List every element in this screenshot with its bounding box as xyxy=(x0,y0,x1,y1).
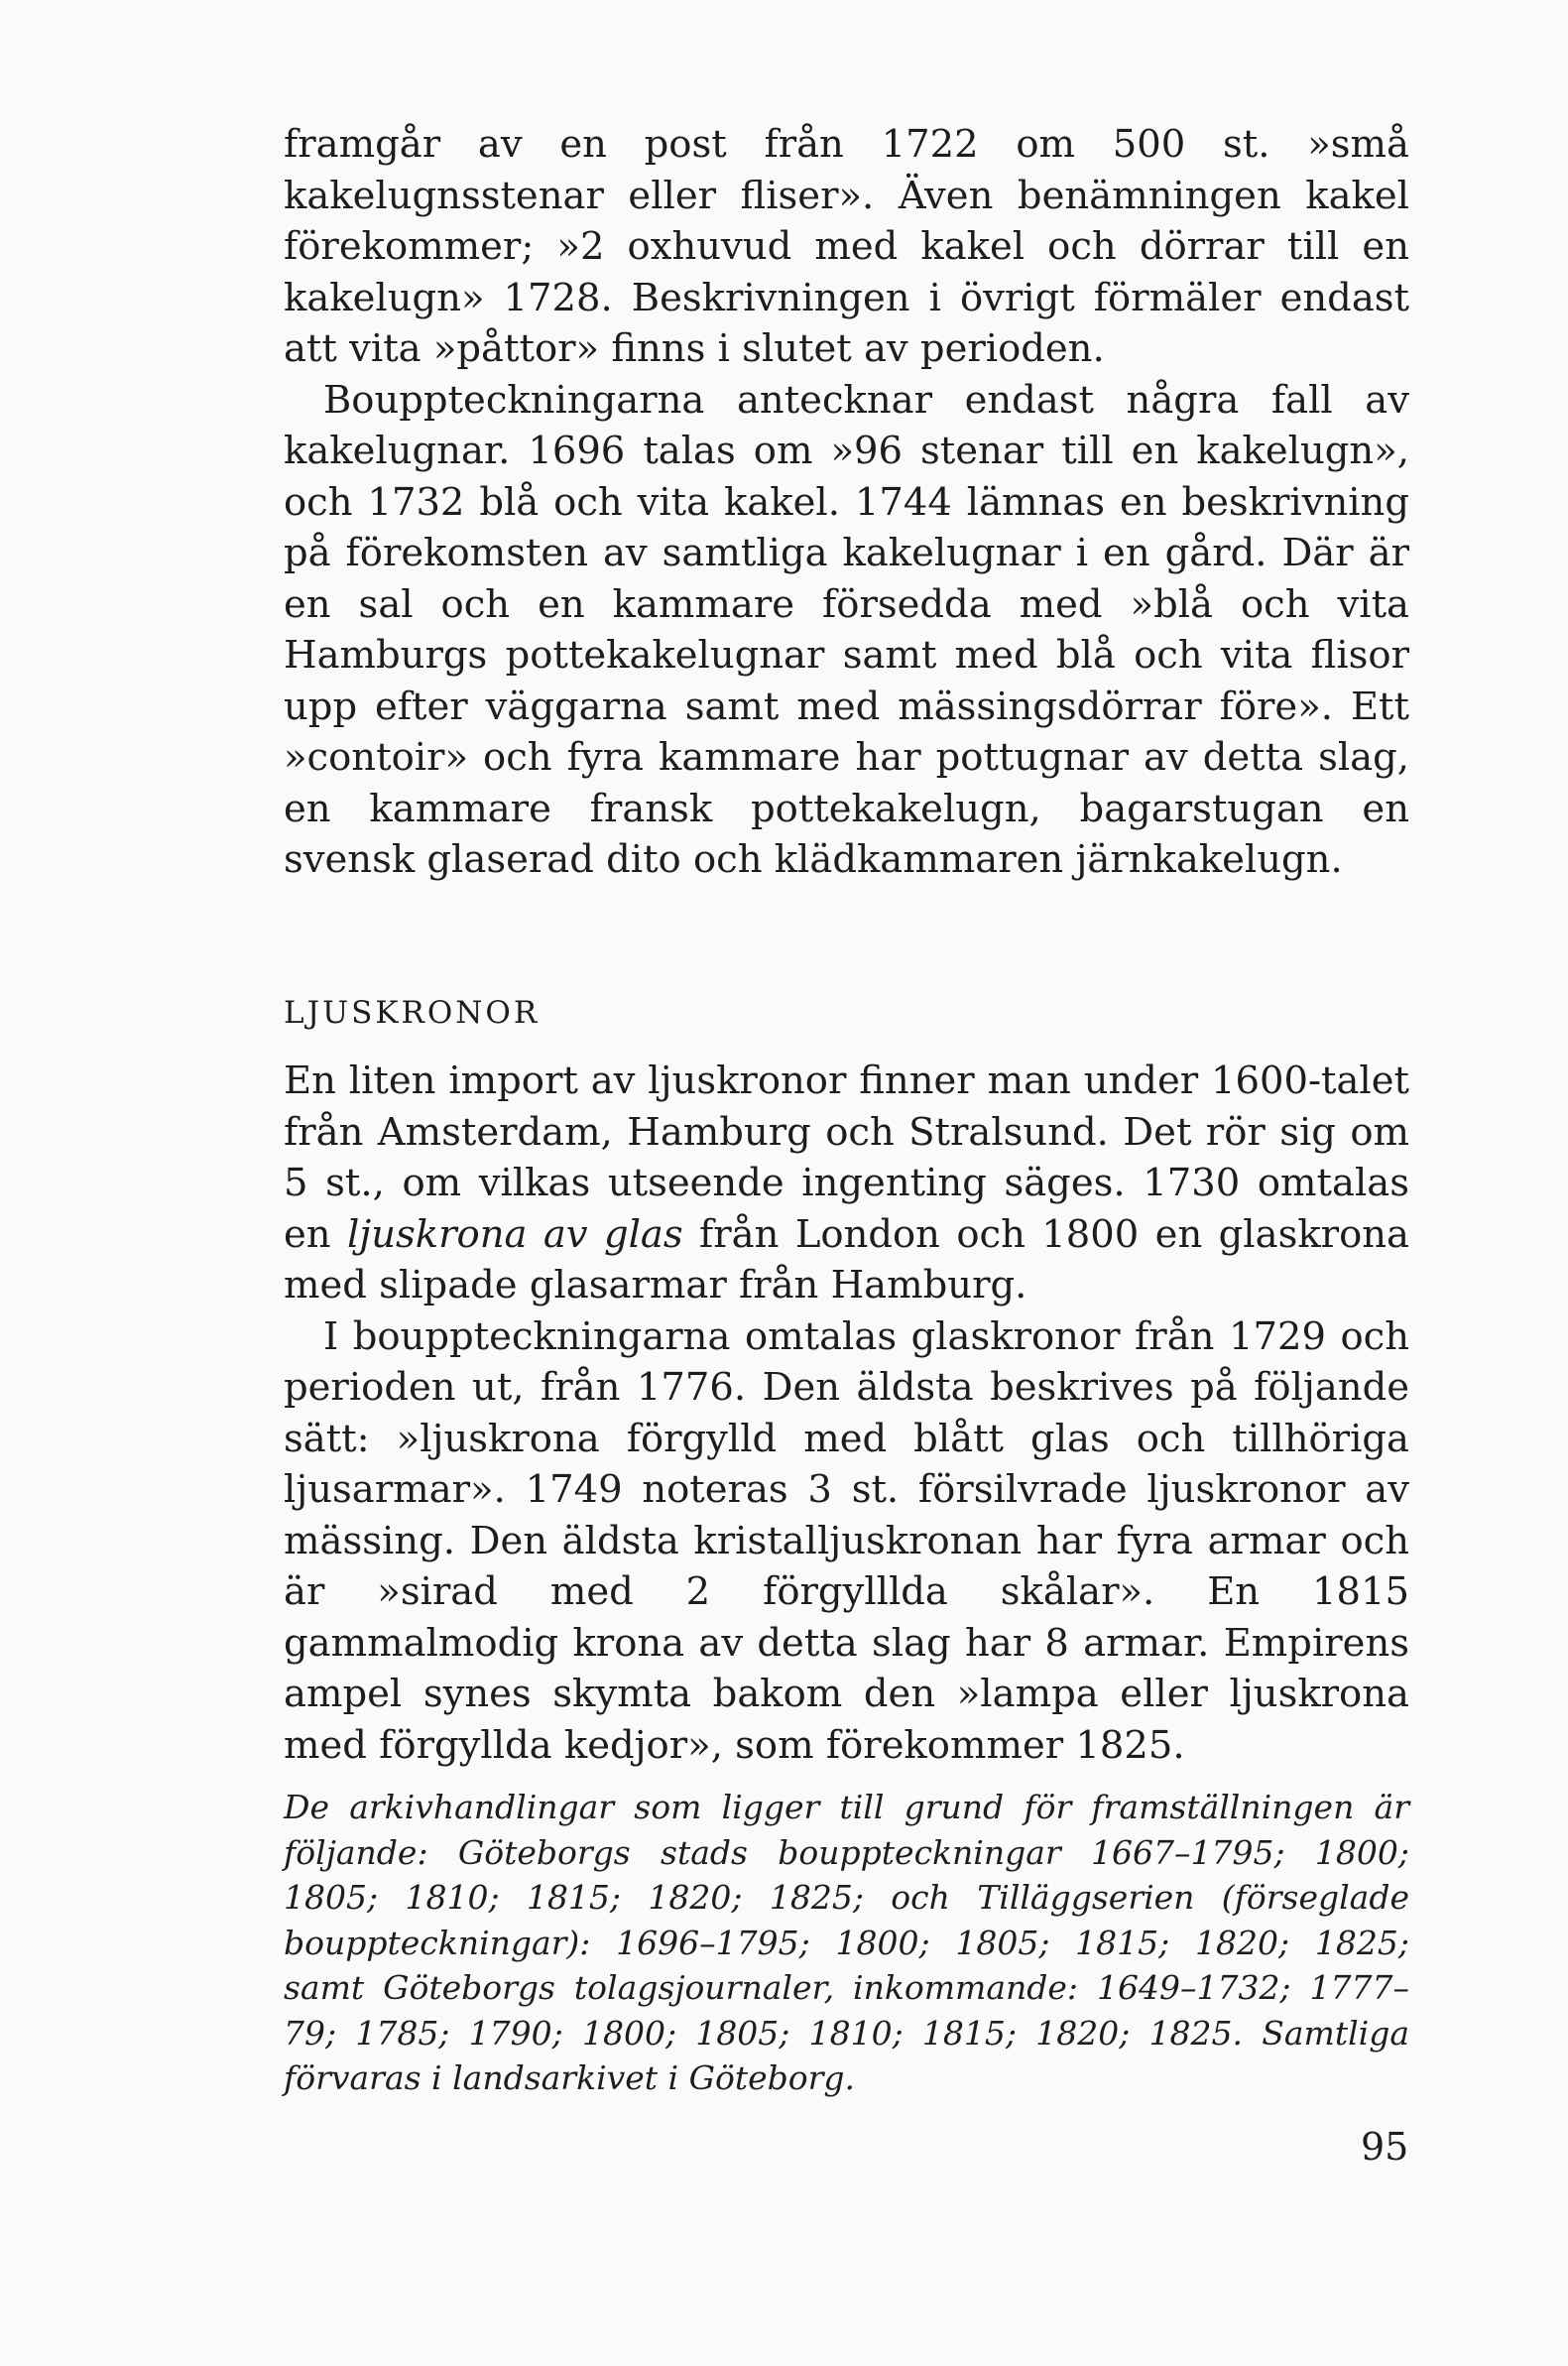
paragraph-text: En liten import av ljuskronor finner man under 1600-talet från Amsterdam, Hamburg och Stralsund. Det rör sig om 5 st., om vilkas utseende ingenting säges. 1730 omtalas en xyxy=(284,1058,1409,1257)
paragraph-kakel-import: framgår av en post från 1722 om 500 st. »små kakelugnsstenar eller fliser». Även benämningen kakel förekommer; »2 oxhuvud med kakel och dörrar till en kakelugn» 1728. Beskrivningen i övrigt förmäler endast att vita »påttor» finns i slutet av perioden. xyxy=(284,122,1409,371)
paragraph-bouppteckningar-kakelugnar: Bouppteckningarna antecknar endast några fall av kakelugnar. 1696 talas om »96 stenar till en kakelugn», och 1732 blå och vita kakel. 1744 lämnas en beskrivning på förekomsten av samtliga kakelugnar i en gård. Där är en sal och en kammare försedda med »blå och vita Hamburgs pottekakelugnar samt med blå och vita flisor upp efter väggarna samt med mässingsdörrar före». Ett »contoir» och fyra kammare har pottugnar av detta slag, en kammare fransk pottekakelugn, bagarstugan en svensk glaserad dito och klädkammaren järnkakelugn. xyxy=(284,377,1409,882)
footnote-sources: De arkivhandlingar som ligger till grund för framställningen är följande: Göteborgs stads bouppteckningar 1667–1795; 1800; 1805; 1810; 1815; 1820; 1825; och Tilläggserien (förseglade bouppteckningar): 1696–1795; 1800; 1805; 1815; 1820; 1825; samt Göteborgs tolagsjournaler, inkommande: 1649–1732; 1777–79; 1785; 1790; 1800; 1805; 1810; 1815; 1820; 1825. Samtliga förvaras i landsarkivet i Göteborg. xyxy=(284,1788,1409,2097)
page-number: 95 xyxy=(1361,2125,1409,2169)
section-kakelugnar xyxy=(284,119,1409,886)
paragraph-text: från London och 1800 en glaskrona med slipade glasarmar från Hamburg. xyxy=(284,1211,1409,1308)
paragraph-ljuskronor-import xyxy=(284,1056,1409,1311)
paragraph-glaskronor: I bouppteckningarna omtalas glaskronor från 1729 och perioden ut, från 1776. Den äldsta beskrives på följande sätt: »ljuskrona förgylld med blått glas och tillhöriga ljusarmar». 1749 noteras 3 st. försilvrade ljuskronor av mässing. Den äldsta kristalljuskronan har fyra armar och är »sirad med 2 förgylllda skålar». En 1815 gammalmodig krona av detta slag har 8 armar. Empirens ampel synes skymta bakom den »lampa eller ljuskrona med förgyllda kedjor», som förekommer 1825. xyxy=(284,1313,1409,1768)
section-ljuskronor xyxy=(284,1056,1409,2101)
section-heading-ljuskronor: LJUSKRONOR xyxy=(284,995,541,1031)
italic-phrase: ljuskrona av glas xyxy=(346,1211,683,1257)
